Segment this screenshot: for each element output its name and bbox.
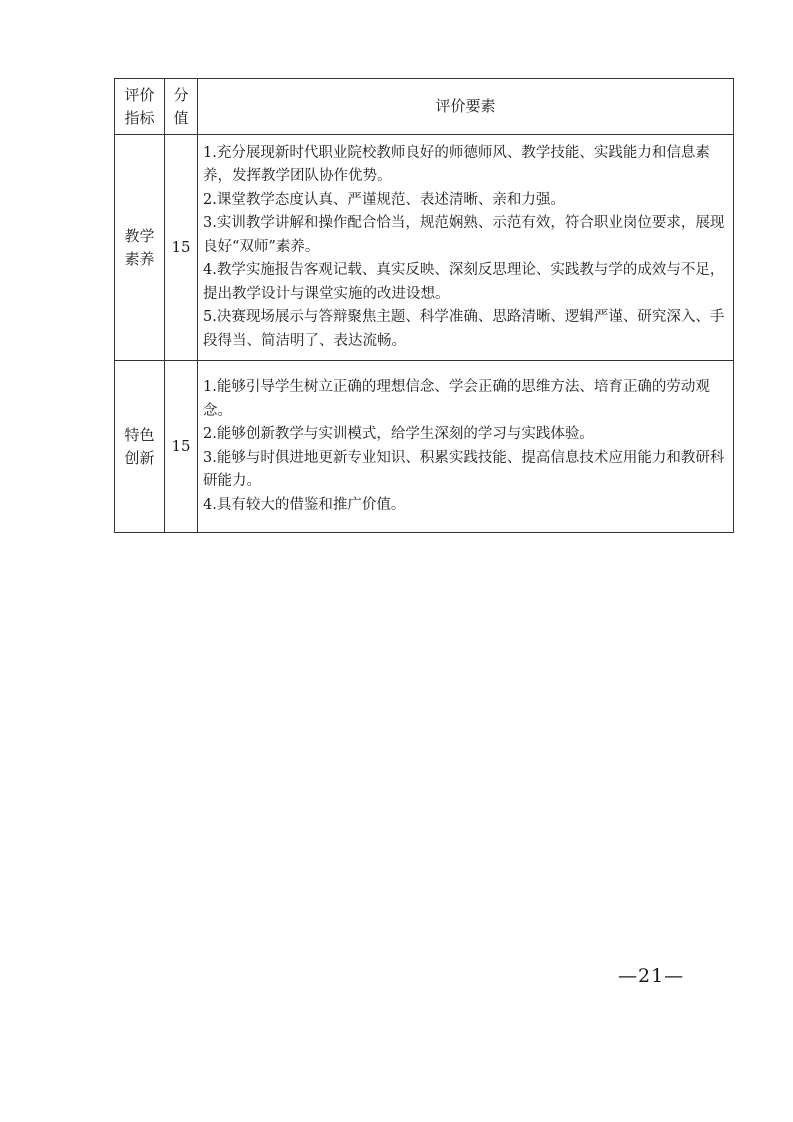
indicator-cell [115,135,165,361]
header-score: 分值 [173,85,189,127]
header-indicator: 评价指标 [124,85,155,127]
score-cell [165,361,198,533]
table-row [115,135,734,361]
elements-cell [198,361,734,533]
indicator-label: 教学素养 [124,226,155,268]
page-number: —21— [618,965,685,987]
elements-cell [198,135,734,361]
element-item: 3.实训教学讲解和操作配合恰当，规范娴熟、示范有效，符合职业岗位要求，展现良好“双师”素养。 [203,215,725,255]
indicator-label: 特色创新 [124,425,155,467]
element-item: 5.决赛现场展示与答辩聚焦主题、科学准确、思路清晰、逻辑严谨、研究深入、手段得当、简洁明了、表达流畅。 [203,309,725,349]
element-item: 4.教学实施报告客观记载、真实反映、深刻反思理论、实践教与学的成效与不足，提出教学设计与课堂实施的改进设想。 [203,262,725,302]
header-elements: 评价要素 [435,97,496,115]
header-indicator-cell [115,79,165,135]
indicator-cell [115,361,165,533]
score-value: 15 [171,238,191,256]
element-item: 2.能够创新教学与实训模式，给学生深刻的学习与实践体验。 [203,426,594,442]
element-item: 1.充分展现新时代职业院校教师良好的师德师风、教学技能、实践能力和信息素养，发挥教学团队协作优势。 [203,144,710,185]
score-value: 15 [171,437,191,455]
element-item: 3.能够与时俱进地更新专业知识、积累实践技能、提高信息技术应用能力和教研科研能力。 [203,449,725,489]
element-item: 1.能够引导学生树立正确的理想信念、学会正确的思维方法、培育正确的劳动观念。 [203,379,710,419]
element-item: 2.课堂教学态度认真、严谨规范、表述清晰、亲和力强。 [203,191,565,208]
header-score-cell [165,79,198,135]
table-row [115,361,734,533]
score-cell [165,135,198,361]
header-elements-cell [198,79,734,135]
evaluation-table [114,78,734,533]
table-header-row [115,79,734,135]
element-item: 4.具有较大的借鉴和推广价值。 [203,496,406,513]
